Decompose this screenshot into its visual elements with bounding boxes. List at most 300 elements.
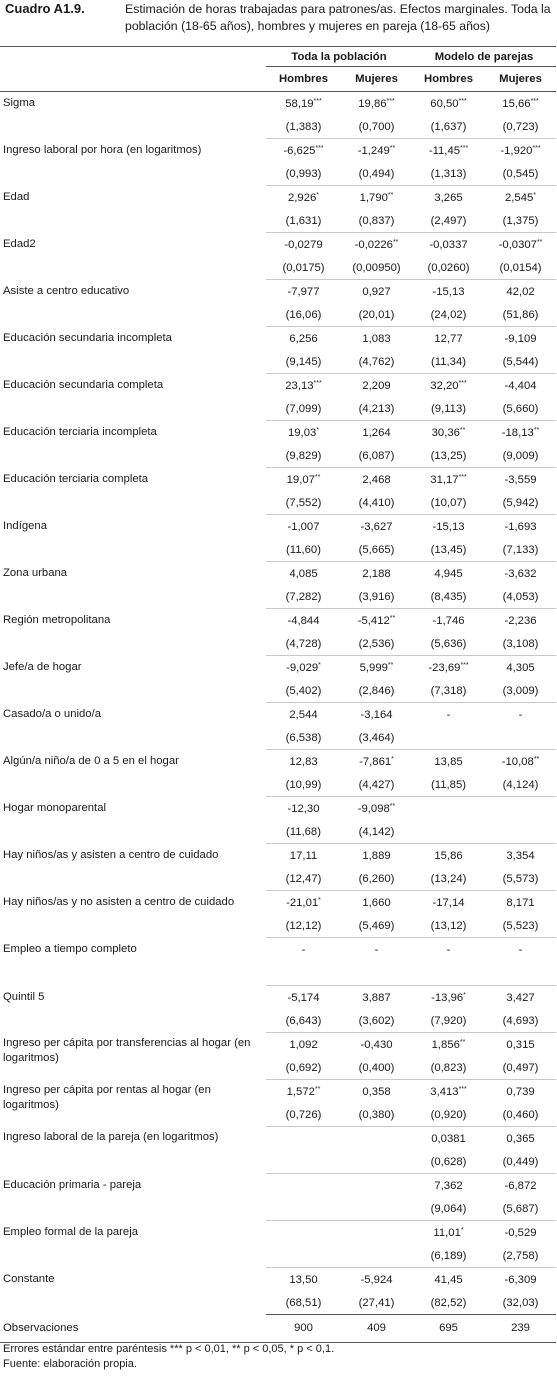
significance-stars: * (316, 426, 319, 434)
table-row (0, 1268, 556, 1292)
se-cell (485, 726, 556, 750)
significance-stars: *** (313, 97, 322, 105)
coef-cell: -0,0307** (498, 238, 543, 251)
se-cell: (11,60) (266, 538, 341, 562)
coef-cell: -17,14 (432, 896, 465, 909)
se-cell: (7,920) (412, 1009, 485, 1033)
se-cell: (32,03) (485, 1291, 556, 1315)
table-row (0, 844, 556, 868)
coef-cell: -1,249** (357, 144, 396, 157)
table-row (0, 938, 556, 962)
coef-cell: 2,544 (289, 708, 318, 721)
table-row (0, 562, 556, 586)
coef-cell: 1,790** (359, 191, 394, 204)
table-row (0, 750, 556, 774)
coef-cell: -6,872 (504, 1179, 537, 1192)
coef-cell: 12,83 (289, 755, 318, 768)
table-row (0, 656, 556, 680)
table-row (0, 1033, 556, 1057)
coef-cell: -9,029* (286, 661, 321, 674)
significance-stars: ** (387, 191, 394, 199)
se-cell: (5,660) (485, 397, 556, 421)
coef-cell: -5,924 (360, 1273, 393, 1286)
se-cell: (7,099) (266, 397, 341, 421)
row-label: Indígena (3, 519, 47, 532)
coef-cell (341, 1174, 412, 1198)
table-row (0, 703, 556, 727)
group-header-row (0, 47, 556, 67)
se-cell: (2,758) (485, 1244, 556, 1268)
se-cell: (5,402) (266, 679, 341, 703)
coef-cell (266, 1174, 341, 1198)
coef-cell: 0,315 (506, 1038, 535, 1051)
coef-cell: 1,083 (362, 332, 391, 345)
coef-cell: -0,0337 (429, 238, 468, 251)
se-cell: (4,124) (485, 773, 556, 797)
coef-cell: 0,0381 (431, 1132, 466, 1145)
observations-cell: 900 (266, 1315, 341, 1343)
se-cell (266, 1150, 341, 1174)
significance-stars: ** (389, 614, 396, 622)
se-cell (341, 961, 412, 986)
se-cell: (5,544) (485, 350, 556, 374)
se-cell: (1,631) (266, 209, 341, 233)
se-cell: (11,85) (412, 773, 485, 797)
row-label: Empleo formal de la pareja (3, 1225, 139, 1238)
se-cell: (10,07) (412, 491, 485, 515)
subheader-row (0, 67, 556, 92)
group-toda-la-poblacion: Toda la población (266, 47, 412, 67)
row-label: Educación terciaria incompleta (3, 425, 157, 438)
coef-cell: 1,660 (362, 896, 391, 909)
se-cell: (5,665) (341, 538, 412, 562)
coef-cell: 19,03* (287, 426, 319, 439)
coef-cell: -1,007 (287, 520, 320, 533)
se-cell: (4,693) (485, 1009, 556, 1033)
row-label: Educación terciaria completa (3, 472, 149, 485)
table-row (0, 186, 556, 210)
coef-cell: 1,572** (286, 1085, 321, 1098)
coef-cell: -6,309 (504, 1273, 537, 1286)
se-cell: (4,213) (341, 397, 412, 421)
coef-cell (266, 1127, 341, 1151)
row-label: Casado/a o unido/a (3, 707, 101, 720)
row-label: Edad2 (3, 237, 36, 250)
coef-cell: -7,977 (287, 285, 320, 298)
notes-source: Fuente: elaboración propia. (3, 1358, 137, 1370)
se-cell: (6,643) (266, 1009, 341, 1033)
coef-cell (412, 797, 485, 821)
coef-cell: 4,305 (506, 661, 535, 674)
table-row (0, 1080, 556, 1104)
significance-stars: *** (458, 379, 467, 387)
se-cell: (12,47) (266, 867, 341, 891)
coef-cell: 13,85 (434, 755, 463, 768)
coef-cell: 11,01* (433, 1226, 464, 1239)
se-cell: (1,313) (412, 162, 485, 186)
se-cell: (11,68) (266, 820, 341, 844)
row-label: Hay niños/as y asisten a centro de cuidado (3, 848, 219, 861)
coef-cell: -1,693 (504, 520, 537, 533)
coef-cell: -23,69*** (428, 661, 469, 674)
coef-cell: 23,13*** (285, 379, 322, 392)
significance-stars: ** (389, 802, 396, 810)
coef-cell: - (446, 943, 451, 956)
row-label: Educación secundaria completa (3, 378, 164, 391)
table-row (0, 374, 556, 398)
coef-cell: -7,861* (359, 755, 394, 768)
coef-cell: 41,45 (434, 1273, 463, 1286)
table-row (0, 986, 556, 1010)
coef-cell: 4,945 (434, 567, 463, 580)
se-cell: (6,260) (341, 867, 412, 891)
row-label: Ingreso laboral por hora (en logaritmos) (3, 143, 202, 156)
se-cell: (0,837) (341, 209, 412, 233)
table-row (0, 327, 556, 351)
se-cell: (5,687) (485, 1197, 556, 1221)
se-cell: (13,25) (412, 444, 485, 468)
se-cell: (6,538) (266, 726, 341, 750)
coef-cell: 60,50*** (430, 97, 467, 110)
se-cell: (0,0260) (412, 256, 485, 280)
coef-cell: -0,529 (504, 1226, 537, 1239)
se-cell (341, 1150, 412, 1174)
coef-cell: -4,844 (287, 614, 320, 627)
table-header (3, 0, 555, 44)
significance-stars: ** (314, 473, 321, 481)
coef-cell: 2,188 (362, 567, 391, 580)
coef-cell: -6,625*** (283, 144, 324, 157)
coef-cell (266, 1221, 341, 1245)
se-cell: (13,24) (412, 867, 485, 891)
coef-cell: 4,085 (289, 567, 318, 580)
se-cell: (4,410) (341, 491, 412, 515)
observations-row (0, 1315, 556, 1343)
significance-stars: *** (458, 1085, 467, 1093)
se-cell: (7,552) (266, 491, 341, 515)
row-label: Ingreso per cápita por rentas al hogar (en logaritmos) (3, 1083, 211, 1111)
significance-stars: ** (533, 755, 540, 763)
se-cell: (0,400) (341, 1056, 412, 1080)
coef-cell: 42,02 (506, 285, 535, 298)
coef-cell: 31,17*** (430, 473, 467, 486)
significance-stars: ** (459, 426, 466, 434)
se-cell: (3,108) (485, 632, 556, 656)
significance-stars: ** (533, 426, 540, 434)
se-cell: (68,51) (266, 1291, 341, 1315)
coef-cell: -18,13** (501, 426, 540, 439)
significance-stars: * (391, 755, 394, 763)
significance-stars: ** (392, 238, 399, 246)
se-cell: (8,435) (412, 585, 485, 609)
coef-cell: -0,430 (360, 1038, 393, 1051)
coef-cell: 7,362 (434, 1179, 463, 1192)
table-row (0, 92, 556, 116)
coef-cell: 30,36** (431, 426, 466, 439)
se-cell: (0,692) (266, 1056, 341, 1080)
se-cell: (1,383) (266, 115, 341, 139)
coef-cell: -3,164 (360, 708, 393, 721)
se-cell: (9,064) (412, 1197, 485, 1221)
coef-cell: -13,96* (431, 991, 466, 1004)
table-row (0, 1221, 556, 1245)
coef-cell: -10,08** (501, 755, 540, 768)
significance-stars: * (318, 896, 321, 904)
table-row (0, 891, 556, 915)
se-cell (341, 1197, 412, 1221)
coef-cell: -11,45*** (428, 144, 469, 157)
coef-cell: 3,427 (506, 991, 535, 1004)
table-row (0, 233, 556, 257)
se-cell: (0,723) (485, 115, 556, 139)
coef-cell: 2,926* (287, 191, 319, 204)
observations-cell: 409 (341, 1315, 412, 1343)
coef-cell: 13,50 (289, 1273, 318, 1286)
se-cell: (16,06) (266, 303, 341, 327)
row-label: Educación secundaria incompleta (3, 331, 172, 344)
se-cell: (20,01) (341, 303, 412, 327)
coef-cell: -9,098** (357, 802, 396, 815)
coef-cell: 2,468 (362, 473, 391, 486)
col-mujeres-2: Mujeres (485, 67, 556, 92)
significance-stars: *** (458, 473, 467, 481)
coef-cell: 32,20*** (430, 379, 467, 392)
se-cell (412, 820, 485, 844)
se-cell: (5,942) (485, 491, 556, 515)
coef-cell: 1,889 (362, 849, 391, 862)
coef-cell: -3,559 (504, 473, 537, 486)
coef-cell: -15,13 (432, 520, 465, 533)
se-cell: (0,497) (485, 1056, 556, 1080)
coef-cell: 2,209 (362, 379, 391, 392)
se-cell (266, 1197, 341, 1221)
observations-label: Observaciones (0, 1315, 266, 1343)
coef-cell: 3,887 (362, 991, 391, 1004)
coef-cell: 12,77 (434, 332, 463, 345)
significance-stars: *** (313, 379, 322, 387)
table-caption: Estimación de horas trabajadas para patrones/as. Efectos marginales. Toda la población (18-65 años), hombres y mujeres en pareja (18-65 años) (125, 2, 551, 33)
table-number: Cuadro A1.9. (5, 1, 85, 16)
se-cell: (2,846) (341, 679, 412, 703)
se-cell: (3,464) (341, 726, 412, 750)
se-cell: (6,087) (341, 444, 412, 468)
se-cell: (10,99) (266, 773, 341, 797)
se-cell: (0,0175) (266, 256, 341, 280)
observations-cell: 695 (412, 1315, 485, 1343)
significance-stars: * (463, 991, 466, 999)
se-cell: (3,916) (341, 585, 412, 609)
coef-cell: -1,746 (432, 614, 465, 627)
significance-stars: * (316, 191, 319, 199)
se-cell: (13,12) (412, 914, 485, 938)
row-label: Educación primaria - pareja (3, 1178, 142, 1191)
se-cell (266, 1244, 341, 1268)
se-cell: (0,823) (412, 1056, 485, 1080)
row-label: Sigma (3, 97, 36, 109)
col-hombres-1: Hombres (266, 67, 341, 92)
se-cell: (11,34) (412, 350, 485, 374)
coef-cell: 5,999** (359, 661, 394, 674)
group-modelo-de-parejas: Modelo de parejas (412, 47, 556, 67)
se-cell: (0,700) (341, 115, 412, 139)
se-cell: (0,993) (266, 162, 341, 186)
significance-stars: *** (386, 97, 395, 105)
se-cell: (5,573) (485, 867, 556, 891)
coef-cell: -4,404 (504, 379, 537, 392)
se-cell: (0,494) (341, 162, 412, 186)
se-cell: (2,536) (341, 632, 412, 656)
coef-cell: -2,236 (504, 614, 537, 627)
coef-cell: 1,092 (289, 1038, 318, 1051)
se-cell: (0,449) (485, 1150, 556, 1174)
table-row (0, 609, 556, 633)
se-cell: (1,375) (485, 209, 556, 233)
coef-cell: 0,739 (506, 1085, 535, 1098)
se-cell: (24,02) (412, 303, 485, 327)
significance-stars: *** (460, 661, 469, 669)
row-label: Zona urbana (3, 566, 68, 579)
coef-cell: 19,86*** (358, 97, 395, 110)
coef-cell: - (518, 708, 523, 721)
coef-cell: -1,920*** (500, 144, 541, 157)
se-cell (485, 820, 556, 844)
row-label: Empleo a tiempo completo (3, 942, 137, 955)
se-cell: (82,52) (412, 1291, 485, 1315)
coef-cell: 0,358 (362, 1085, 391, 1098)
coef-cell (485, 797, 556, 821)
se-cell: (1,637) (412, 115, 485, 139)
se-cell: (4,053) (485, 585, 556, 609)
coef-cell: - (374, 943, 379, 956)
se-cell (341, 1244, 412, 1268)
se-cell: (7,133) (485, 538, 556, 562)
se-cell: (9,113) (412, 397, 485, 421)
se-cell: (4,762) (341, 350, 412, 374)
coef-cell: - (301, 943, 306, 956)
significance-stars: * (533, 191, 537, 199)
results-table (0, 46, 556, 1343)
se-cell: (9,145) (266, 350, 341, 374)
significance-stars: ** (389, 144, 396, 152)
coef-cell: -9,109 (504, 332, 537, 345)
significance-stars: ** (459, 1038, 466, 1046)
coef-cell: -0,0226** (354, 238, 399, 251)
se-cell: (0,920) (412, 1103, 485, 1127)
se-cell: (0,00950) (341, 256, 412, 280)
coef-cell (341, 1127, 412, 1151)
coef-cell (341, 1221, 412, 1245)
table-notes (3, 1342, 334, 1372)
coef-cell: - (446, 708, 451, 721)
se-cell: (4,728) (266, 632, 341, 656)
row-label: Región metropolitana (3, 613, 111, 626)
se-cell: (0,0154) (485, 256, 556, 280)
se-cell: (51,86) (485, 303, 556, 327)
coef-cell: 6,256 (289, 332, 318, 345)
coef-cell: 19,07** (286, 473, 321, 486)
se-cell: (4,427) (341, 773, 412, 797)
coef-cell: -5,174 (287, 991, 320, 1004)
se-cell: (13,45) (412, 538, 485, 562)
coef-cell: -0,0279 (284, 238, 323, 251)
row-label: Quintil 5 (3, 990, 45, 1003)
table-row (0, 421, 556, 445)
coef-cell: -21,01* (286, 896, 321, 909)
coef-cell: 15,66*** (502, 97, 539, 110)
se-cell: (9,829) (266, 444, 341, 468)
notes-significance: Errores estándar entre paréntesis *** p < 0,01, ** p < 0,05, * p < 0,1. (3, 1343, 335, 1355)
table-row (0, 468, 556, 492)
coef-cell: 1,856** (431, 1038, 466, 1051)
coef-cell: -12,30 (287, 802, 320, 815)
row-label: Algún/a niño/a de 0 a 5 en el hogar (3, 754, 179, 767)
se-cell: (0,380) (341, 1103, 412, 1127)
se-cell: (7,318) (412, 679, 485, 703)
coef-cell: 3,354 (506, 849, 535, 862)
se-cell: (27,41) (341, 1291, 412, 1315)
coef-cell: 1,264 (362, 426, 391, 439)
significance-stars: ** (314, 1085, 321, 1093)
coef-cell: 2,545* (505, 191, 537, 204)
coef-cell: -5,412** (357, 614, 396, 627)
se-cell: (7,282) (266, 585, 341, 609)
significance-stars: * (318, 661, 321, 669)
se-cell: (4,142) (341, 820, 412, 844)
coef-cell: 0,927 (362, 285, 391, 298)
significance-stars: *** (315, 144, 324, 152)
row-label: Constante (3, 1272, 55, 1285)
significance-stars: ** (387, 661, 394, 669)
se-cell (485, 961, 556, 986)
se-cell: (0,726) (266, 1103, 341, 1127)
coef-cell: -3,627 (360, 520, 393, 533)
row-label: Edad (3, 190, 30, 203)
row-label: Hay niños/as y no asisten a centro de cuidado (3, 895, 235, 908)
se-cell: (5,523) (485, 914, 556, 938)
table-row (0, 139, 556, 163)
row-label: Jefe/a de hogar (3, 660, 82, 673)
se-cell: (0,545) (485, 162, 556, 186)
row-label: Asiste a centro educativo (3, 284, 130, 297)
se-cell (412, 726, 485, 750)
col-mujeres-1: Mujeres (341, 67, 412, 92)
significance-stars: *** (530, 97, 539, 105)
coef-cell: -15,13 (432, 285, 465, 298)
coef-cell: 0,365 (506, 1132, 535, 1145)
se-cell: (12,12) (266, 914, 341, 938)
table-row (0, 280, 556, 304)
significance-stars: * (460, 1226, 464, 1234)
coef-cell: -3,632 (504, 567, 537, 580)
coef-cell: 8,171 (506, 896, 535, 909)
se-cell (412, 961, 485, 986)
significance-stars: *** (532, 144, 541, 152)
se-cell: (5,636) (412, 632, 485, 656)
row-label: Hogar monoparental (3, 801, 106, 814)
se-cell: (9,009) (485, 444, 556, 468)
table-row (0, 515, 556, 539)
se-cell: (3,602) (341, 1009, 412, 1033)
se-cell (266, 961, 341, 986)
col-hombres-2: Hombres (412, 67, 485, 92)
se-cell: (3,009) (485, 679, 556, 703)
coef-cell: 15,86 (434, 849, 463, 862)
observations-cell: 239 (485, 1315, 556, 1343)
se-cell: (5,469) (341, 914, 412, 938)
row-label: Ingreso per cápita por transferencias al hogar (en logaritmos) (3, 1036, 251, 1064)
coef-cell: 3,265 (434, 191, 463, 204)
se-cell: (0,460) (485, 1103, 556, 1127)
